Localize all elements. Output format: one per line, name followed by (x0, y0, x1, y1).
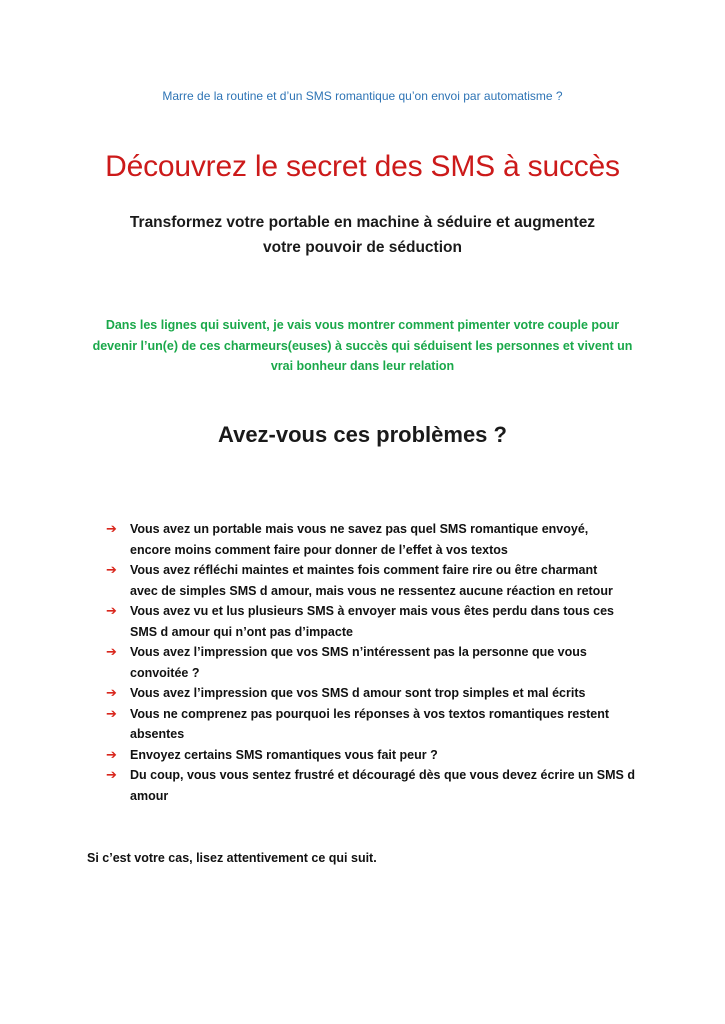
green-paragraph (80, 315, 645, 377)
green-paragraph-line: vrai bonheur dans leur relation (270, 359, 455, 373)
list-item-line: SMS d amour qui n’ont pas d’impacte (130, 624, 353, 639)
list-item-line: Vous avez l’impression que vos SMS n’intéressent pas la personne que vous (130, 645, 587, 659)
list-item-line: Vous avez réfléchi maintes et maintes fois comment faire rire ou être charmant (130, 563, 598, 577)
closing-line: Si c’est votre cas, lisez attentivement ce qui suit. (87, 851, 377, 865)
arrow-right-icon: ➔ (106, 746, 117, 762)
subtitle-line: Transformez votre portable en machine à séduire et augmentez (129, 214, 596, 231)
list-item (106, 519, 646, 560)
list-item-line: Du coup, vous vous sentez frustré et découragé dès que vous devez écrire un SMS d (130, 768, 635, 782)
list-item (106, 704, 646, 745)
arrow-right-icon: ➔ (106, 562, 117, 577)
list-item-line: Vous avez un portable mais vous ne savez pas quel SMS romantique envoyé, (130, 522, 589, 536)
list-item (106, 601, 646, 642)
list-item-line: absentes (130, 727, 185, 741)
list-item (106, 765, 646, 806)
green-paragraph-line: Dans les lignes qui suivent, je vais vous montrer comment pimenter votre couple pour (105, 318, 620, 332)
intro-line: Marre de la routine et d’un SMS romantique qu’on envoi par automatisme ? (162, 89, 563, 103)
list-item-line: encore moins comment faire pour donner de l’effet à vos textos (130, 542, 508, 557)
page-title: Découvrez le secret des SMS à succès (105, 150, 620, 183)
list-item (106, 683, 646, 704)
list-item-line: convoitée ? (130, 665, 200, 680)
list-item-line: Vous avez l’impression que vos SMS d amour sont trop simples et mal écrits (130, 686, 586, 700)
list-item (106, 642, 646, 683)
arrow-right-icon: ➔ (106, 705, 117, 721)
list-item-line: Envoyez certains SMS romantiques vous fait peur ? (130, 747, 438, 762)
subtitle-line: votre pouvoir de séduction (263, 239, 462, 256)
arrow-right-icon: ➔ (106, 603, 117, 618)
list-item (106, 560, 646, 601)
list-item-line: avec de simples SMS d amour, mais vous ne ressentez aucune réaction en retour (130, 583, 613, 598)
problem-list (106, 519, 646, 806)
list-item-line: Vous ne comprenez pas pourquoi les réponses à vos textos romantiques restent (130, 706, 610, 721)
arrow-right-icon: ➔ (106, 521, 117, 536)
section-heading: Avez-vous ces problèmes ? (218, 422, 507, 447)
list-item-line: Vous avez vu et lus plusieurs SMS à envoyer mais vous êtes perdu dans tous ces (130, 604, 614, 618)
green-paragraph-line: devenir l’un(e) de ces charmeurs(euses) à succès qui séduisent les personnes et vivent un (92, 338, 633, 353)
list-item-line: amour (130, 788, 169, 803)
arrow-right-icon: ➔ (106, 644, 117, 659)
arrow-right-icon: ➔ (106, 685, 117, 700)
subtitle (90, 210, 635, 260)
arrow-right-icon: ➔ (106, 767, 117, 782)
list-item (106, 745, 646, 766)
